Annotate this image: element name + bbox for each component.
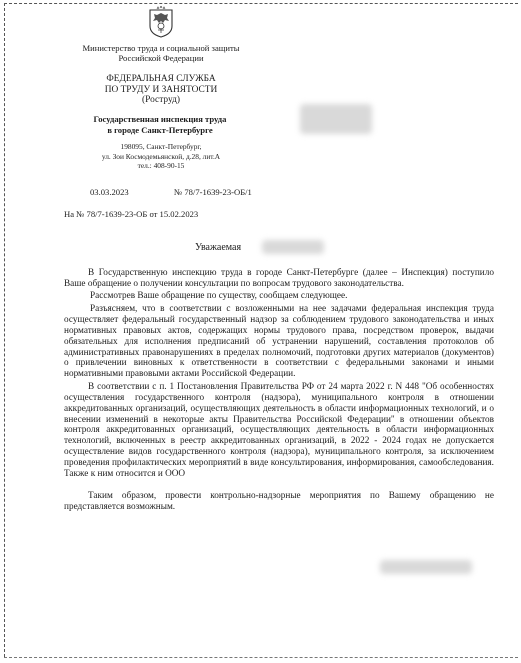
body-paragraph-1: В Государственную инспекцию труда в городе Санкт-Петербурге (далее – Инспекция) поступило Ваше обращение о получении консультации по вопросам трудового законодательства.	[64, 268, 494, 289]
page-edge-left	[4, 3, 5, 657]
page-edge-bottom	[4, 657, 518, 658]
redacted-recipient-name	[262, 240, 324, 254]
letter-number: № 78/7-1639-23-ОБ/1	[174, 187, 252, 197]
letter-date: 03.03.2023	[90, 187, 129, 197]
inspection-name: Государственная инспекция труда в городе Санкт-Петербурге	[93, 114, 227, 135]
letter-body	[64, 268, 494, 514]
redacted-company-name	[380, 560, 472, 574]
body-paragraph-4: В соответствии с п. 1 Постановления Правительства РФ от 24 марта 2022 г. N 448 "Об особенностях осуществления государственного контроля (надзора), муниципального контроля в отношении аккредитованных организаций, осуществляющих деятельность в области информационных технологий, и о внесении изменений в некоторые акты Правительства Российской Федерации" в отношении объектов контроля аккредитованных организаций, осуществляющих деятельность в области информационных технологий, включенных в реестр аккредитованных организаций, в 2022 - 2024 годах не допускается осуществление видов государственного контроля (надзора), муниципального контроля, за исключением проведения профилактических мероприятий в виде консультирования, информирования, самообследования. Также к ним относится и ООО	[64, 381, 494, 480]
inspection-address: 198095, Санкт-Петербург, ул. Зои Космодемьянской, д.28, лит.А тел.: 408-90-15	[101, 142, 221, 171]
ministry-name: Министерство труда и социальной защиты Российской Федерации	[82, 43, 240, 63]
coat-of-arms-emblem	[148, 6, 174, 38]
greeting: Уважаемая	[195, 242, 242, 253]
body-paragraph-5: Таким образом, провести контрольно-надзорные мероприятия по Вашему обращению не представляется возможным.	[64, 491, 494, 512]
body-paragraph-3: Разъясняем, что в соответствии с возложенными на нее задачами федеральная инспекция труда осуществляет федеральный государственный надзор за соблюдением трудового законодательства и иных нормативных правовых актов, содержащих нормы трудового права, посредством проверок, выдачи обязательных для исполнения предписаний об устранении нарушений, составления протоколов об административных правонарушениях в пределах полномочий, подготовки других материалов (документов) о привлечении виновных к ответственности в соответствии с федеральными законами и иными нормативными правовыми актами Российской Федерации.	[64, 303, 494, 380]
page-edge-top	[4, 3, 518, 4]
body-paragraph-2: Рассмотрев Ваше обращение по существу, сообщаем следующее.	[90, 291, 348, 302]
incoming-reference: На № 78/7-1639-23-ОБ от 15.02.2023	[64, 209, 199, 219]
service-name: ФЕДЕРАЛЬНАЯ СЛУЖБА ПО ТРУДУ И ЗАНЯТОСТИ (Роструд)	[104, 74, 218, 106]
redacted-recipient	[300, 104, 372, 134]
